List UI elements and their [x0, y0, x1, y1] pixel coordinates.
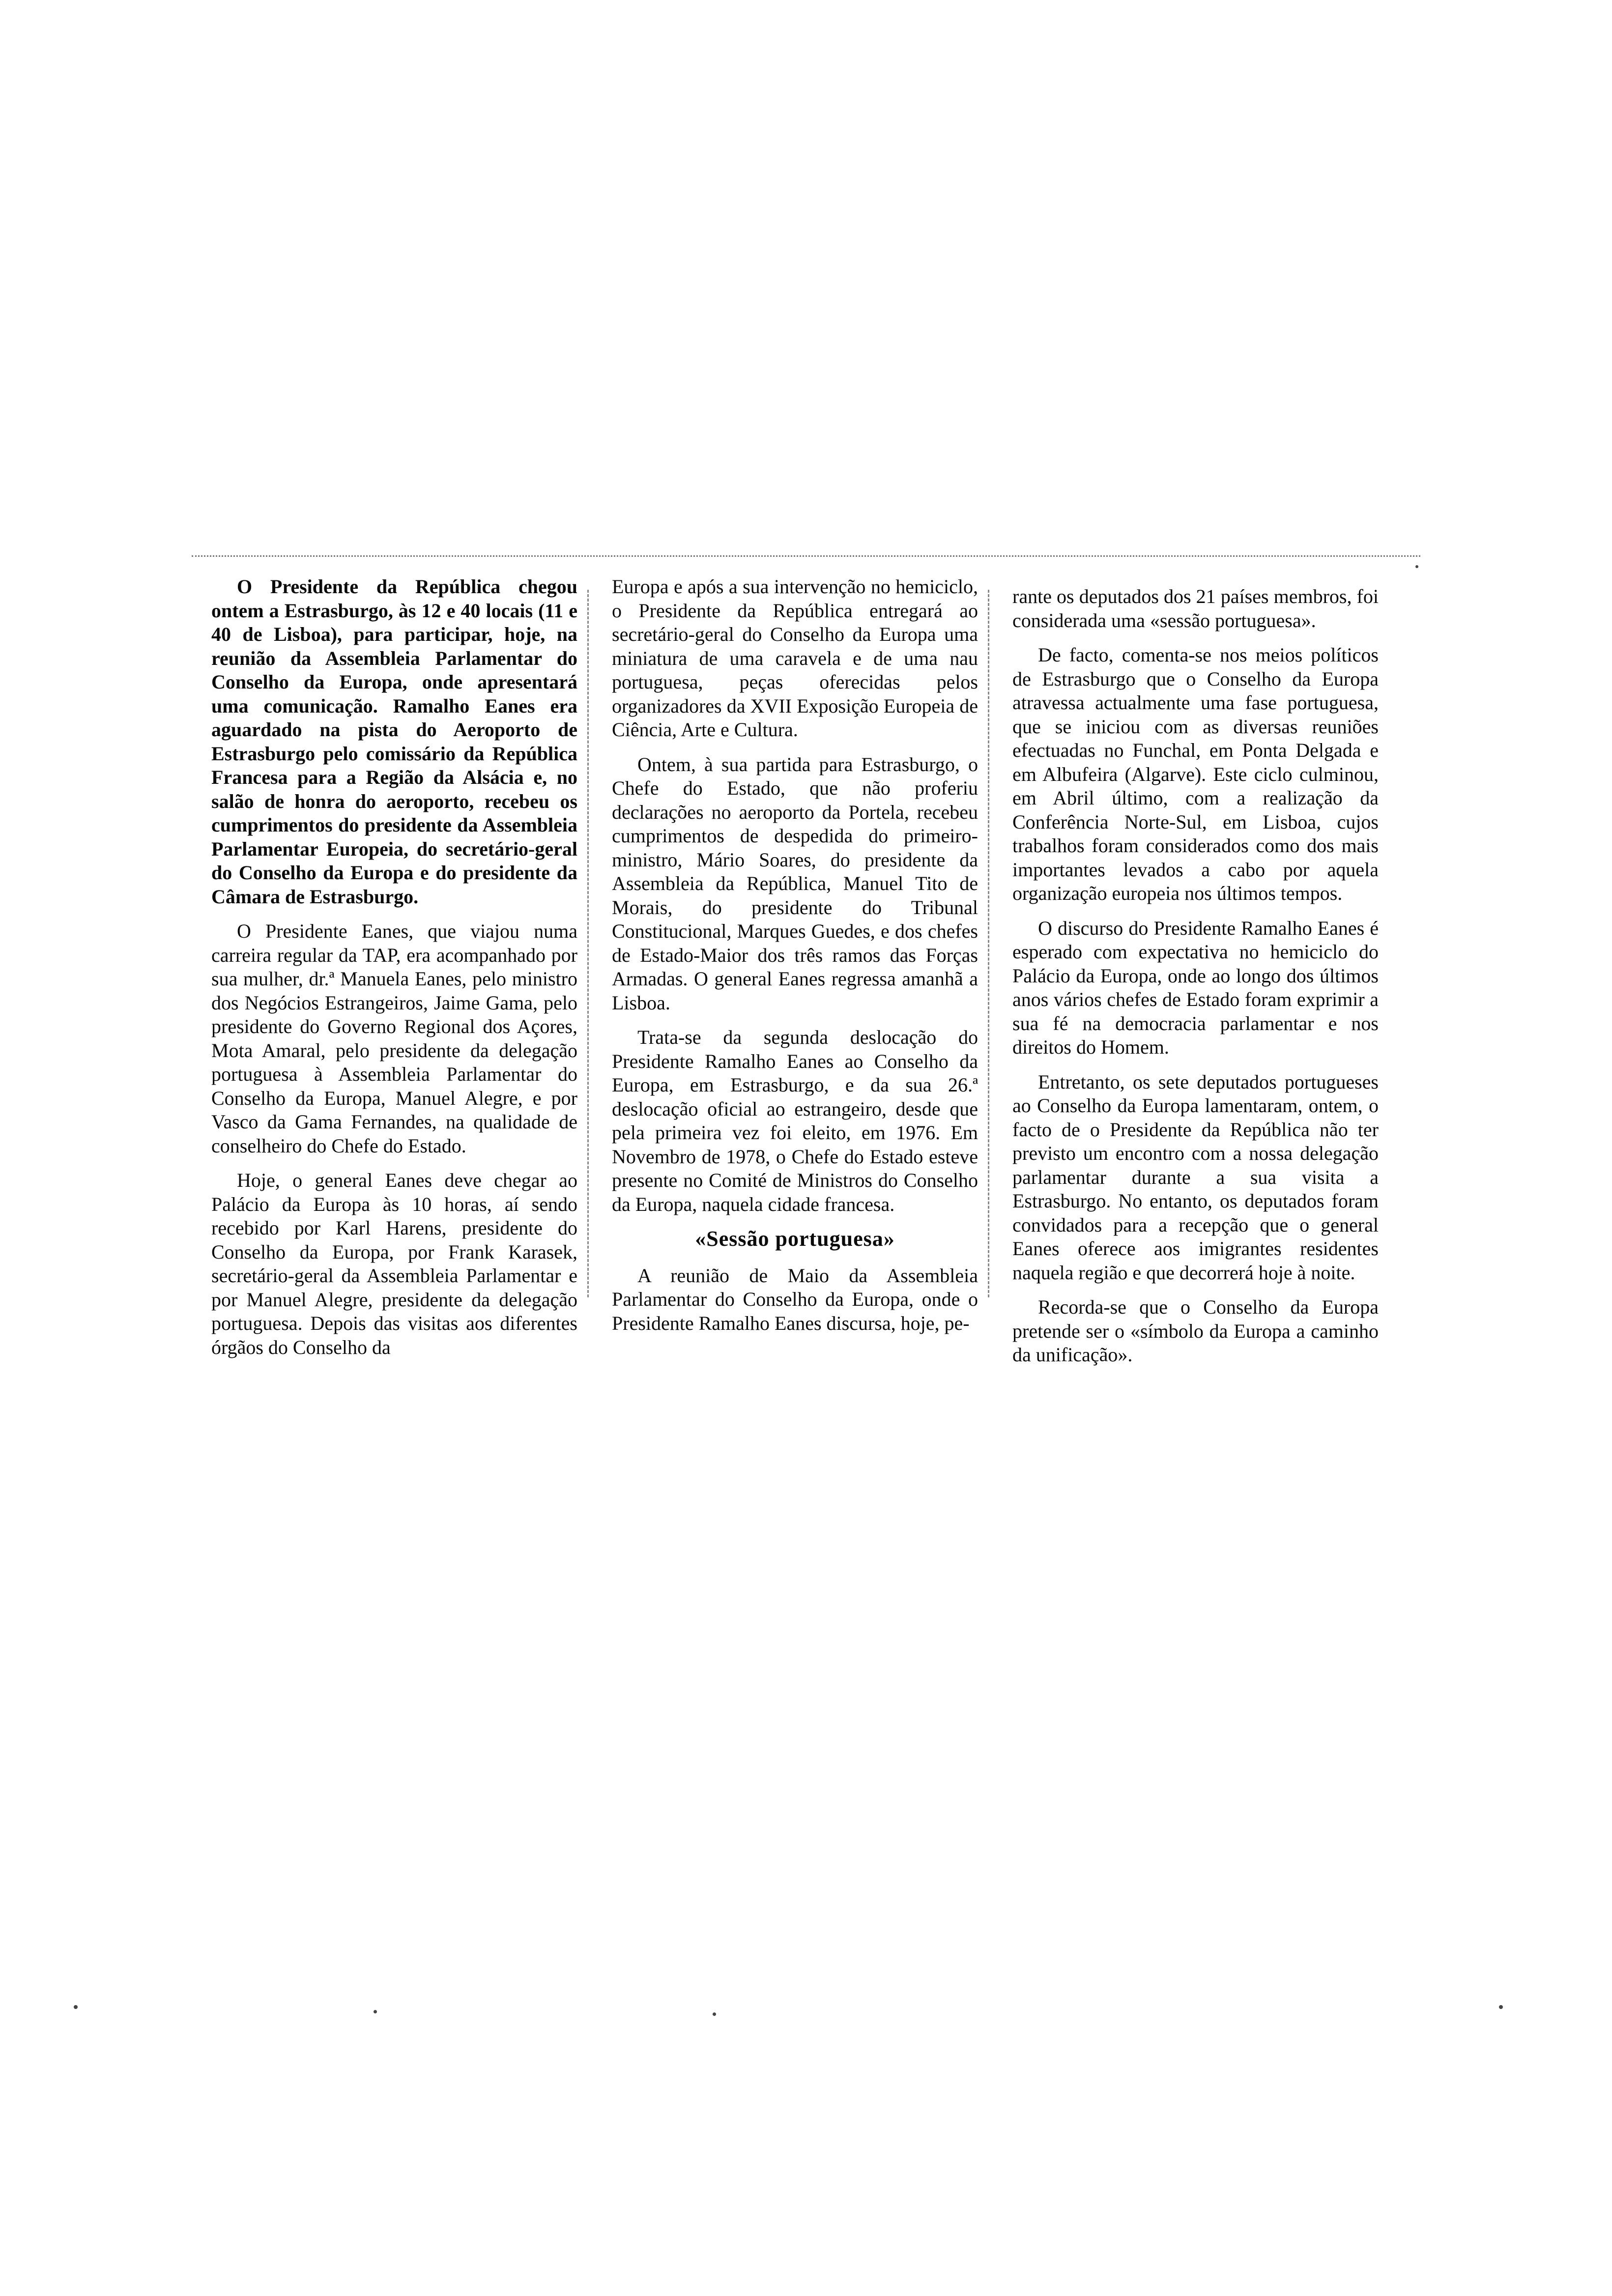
section-subheading: «Sessão portuguesa» — [695, 1227, 895, 1251]
article-column-1 — [211, 575, 577, 1370]
article-paragraph: Recorda-se que o Conselho da Europa pretende ser o «símbolo da Europa a caminho da unificação». — [1012, 1296, 1379, 1366]
article-paragraph: Entretanto, os sete deputados portugueses ao Conselho da Europa lamentaram, ontem, o facto de o Presidente da República não ter previsto um encontro com a nossa delegação parlamentar durante a sua visita a Estrasburgo. No entanto, os deputados foram convidados para a recepção que o general Eanes oferece aos imigrantes residentes naquela região e que decorrerá hoje à noite. — [1012, 1070, 1379, 1284]
article-paragraph: O discurso do Presidente Ramalho Eanes é esperado com expectativa no hemiciclo do Palácio da Europa, onde ao longo dos últimos anos vários chefes de Estado foram exprimir a sua fé na democracia parlamentar e nos direitos do Homem. — [1012, 917, 1379, 1058]
scan-speck — [374, 2010, 377, 2013]
scan-speck — [1415, 565, 1418, 568]
article-paragraph: A reunião de Maio da Assembleia Parlamentar do Conselho da Europa, onde o Presidente Ramalho Eanes discursa, hoje, pe- — [612, 1264, 978, 1334]
top-divider — [192, 555, 1420, 557]
article-paragraph: rante os deputados dos 21 países membros, foi considerada uma «sessão portuguesa». — [1012, 585, 1379, 631]
newspaper-clipping — [177, 550, 1435, 1366]
scan-speck — [74, 2005, 78, 2009]
scan-speck — [1499, 2005, 1503, 2009]
scan-speck — [713, 2012, 716, 2016]
article-paragraph: O Presidente Eanes, que viajou numa carreira regular da TAP, era acompanhado por sua mulher, dr.ª Manuela Eanes, pelo ministro dos Negócios Estrangeiros, Jaime Gama, pelo presidente do Governo Regional dos Açores, Mota Amaral, pelo presidente da delegação portuguesa à Assembleia Parlamentar do Conselho da Europa, Manuel Alegre, e por Vasco da Gama Fernandes, na qualidade de conselheiro do Chefe do Estado. — [211, 920, 577, 1157]
article-paragraph: Ontem, à sua partida para Estrasburgo, o Chefe do Estado, que não proferiu declarações no aeroporto da Portela, recebeu cumprimentos de despedida do primeiro-ministro, Mário Soares, do presidente da Assembleia da República, Manuel Tito de Morais, do presidente do Tribunal Constitucional, Marques Guedes, e dos chefes de Estado-Maior dos três ramos das Forças Armadas. O general Eanes regressa amanhã a Lisboa. — [612, 753, 978, 1014]
article-column-2 — [612, 575, 978, 1346]
article-paragraph: De facto, comenta-se nos meios políticos de Estrasburgo que o Conselho da Europa atravessa actualmente uma fase portuguesa, que se iniciou com as diversas reuniões efectuadas no Funchal, em Ponta Delgada e em Albufeira (Algarve). Este ciclo culminou, em Abril último, com a realização da Conferência Norte-Sul, em Lisboa, cujos trabalhos foram considerados como dos mais importantes levados a cabo por aquela organização europeia nos últimos tempos. — [1012, 644, 1379, 904]
column-divider — [587, 590, 589, 1297]
column-divider — [988, 590, 989, 1297]
article-lead-paragraph: O Presidente da República chegou ontem a Estrasburgo, às 12 e 40 locais (11 e 40 de Lisboa), para participar, hoje, na reunião da Assembleia Parlamentar do Conselho da Europa, onde apresentará uma comunicação. Ramalho Eanes era aguardado na pista do Aeroporto de Estrasburgo pelo comissário da República Francesa para a Região da Alsácia e, no salão de honra do aeroporto, recebeu os cumprimentos do presidente da Assembleia Parlamentar Europeia, do secretário-geral do Conselho da Europa e do presidente da Câmara de Estrasburgo. — [211, 575, 577, 908]
article-paragraph: Hoje, o general Eanes deve chegar ao Palácio da Europa às 10 horas, aí sendo recebido por Karl Harens, presidente do Conselho da Europa, por Frank Karasek, secretário-geral da Assembleia Parlamentar e por Manuel Alegre, presidente da delegação portuguesa. Depois das visitas aos diferentes órgãos do Conselho da — [211, 1169, 577, 1358]
article-paragraph: Europa e após a sua intervenção no hemiciclo, o Presidente da República entregará ao secretário-geral do Conselho da Europa uma miniatura de uma caravela e de uma nau portuguesa, peças oferecidas pelos organizadores da XVII Exposição Europeia de Ciência, Arte e Cultura. — [612, 575, 978, 741]
article-paragraph: Trata-se da segunda deslocação do Presidente Ramalho Eanes ao Conselho da Europa, em Estrasburgo, e da sua 26.ª deslocação oficial ao estrangeiro, desde que pela primeira vez foi eleito, em 1976. Em Novembro de 1978, o Chefe do Estado esteve presente no Comité de Ministros do Conselho da Europa, naquela cidade francesa. — [612, 1026, 978, 1215]
article-column-3 — [1012, 585, 1379, 1378]
